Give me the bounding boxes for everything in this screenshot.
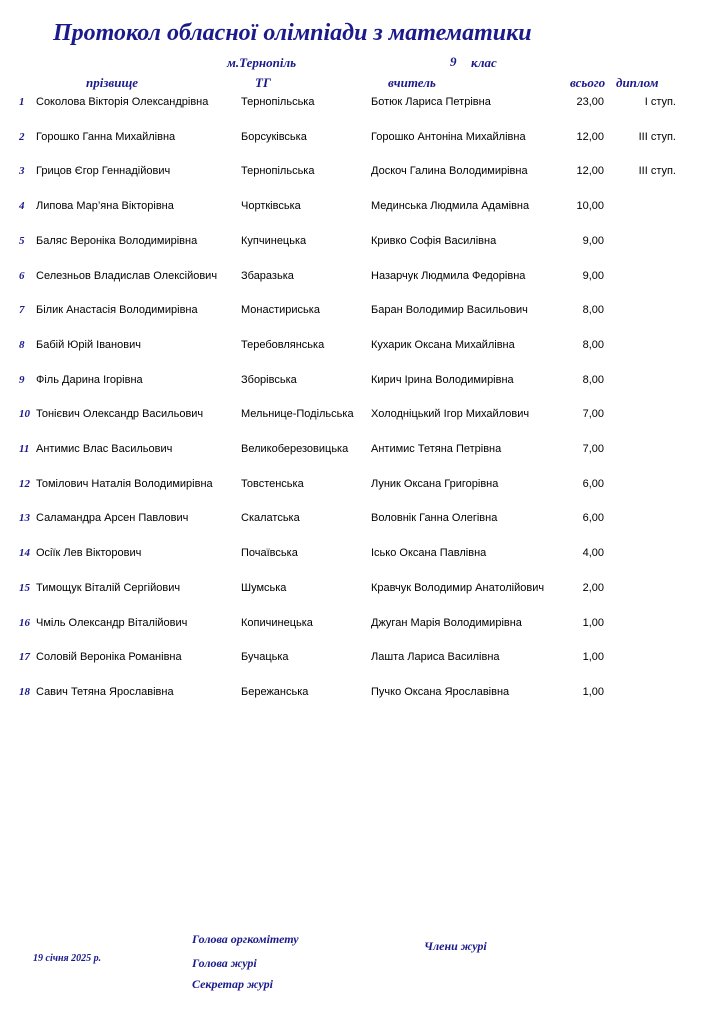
community-name: Бережанська (241, 685, 309, 698)
total-score: 1,00 (582, 685, 604, 698)
total-score: 9,00 (582, 269, 604, 282)
jury-secretary-label: Секретар журі (192, 977, 273, 991)
teacher-name: Доскоч Галина Володимирівна (371, 165, 528, 178)
teacher-name: Горошко Антоніна Михайлівна (371, 130, 526, 143)
table-row (0, 292, 724, 327)
row-number: 14 (19, 547, 30, 560)
column-header-diploma: диплом (616, 75, 659, 90)
row-number: 12 (19, 477, 30, 490)
row-number: 5 (19, 234, 25, 247)
row-number: 7 (19, 304, 25, 317)
table-row (0, 639, 724, 674)
community-name: Копичинецька (241, 616, 313, 629)
total-score: 6,00 (582, 477, 604, 490)
total-score: 23,00 (576, 96, 604, 108)
table-row (0, 327, 724, 362)
teacher-name: Мединська Людмила Адамівна (371, 200, 530, 213)
total-score: 7,00 (582, 443, 604, 455)
total-score: 12,00 (576, 165, 604, 178)
row-number: 1 (19, 96, 25, 108)
community-name: Купчинецька (241, 234, 307, 247)
row-number: 17 (19, 651, 30, 664)
teacher-name: Назарчук Людмила Федорівна (371, 269, 526, 282)
row-number: 8 (19, 338, 25, 351)
student-name: Осіїк Лев Вікторович (36, 547, 142, 560)
row-number: 10 (19, 408, 30, 421)
jury-members-label: Члени журі (424, 939, 487, 953)
student-name: Чміль Олександр Віталійович (36, 616, 188, 629)
page-title: Протокол обласної олімпіади з математики (53, 20, 532, 46)
row-number: 6 (19, 269, 25, 282)
teacher-name: Баран Володимир Васильович (371, 304, 528, 317)
column-header-surname: прізвище (86, 75, 139, 90)
student-name: Білик Анастасія Володимирівна (36, 304, 198, 317)
student-name: Грицов Єгор Геннадійович (36, 165, 171, 178)
teacher-name: Пучко Оксана Ярославівна (371, 685, 510, 698)
teacher-name: Кривко Софія Василівна (371, 234, 497, 247)
student-name: Селезньов Владислав Олексійович (36, 269, 218, 282)
teacher-name: Антимис Тетяна Петрівна (371, 443, 502, 455)
community-name: Чортківська (241, 200, 301, 213)
community-name: Борсуківська (241, 130, 307, 143)
total-score: 2,00 (582, 581, 604, 594)
column-header-total: всього (570, 75, 606, 90)
table-row (0, 362, 724, 397)
total-score: 8,00 (582, 304, 604, 317)
community-name: Тернопільська (241, 165, 315, 178)
grade-label: клас (471, 55, 497, 70)
diploma-degree: I ступ. (644, 96, 676, 108)
student-name: Соколова Вікторія Олександрівна (36, 96, 209, 108)
row-number: 3 (19, 165, 25, 178)
total-score: 1,00 (582, 651, 604, 664)
table-row (0, 396, 724, 431)
row-number: 16 (19, 616, 30, 629)
community-name: Бучацька (241, 651, 289, 664)
teacher-name: Лашта Лариса Василівна (371, 651, 500, 664)
student-name: Антимис Влас Васильович (36, 443, 173, 455)
student-name: Тонієвич Олександр Васильович (36, 408, 204, 421)
protocol-date: 19 січня 2025 р. (33, 953, 102, 964)
row-number: 9 (19, 373, 25, 386)
community-name: Великоберезовицька (241, 443, 349, 455)
total-score: 4,00 (582, 547, 604, 560)
community-name: Скалатська (241, 512, 300, 525)
table-row (0, 258, 724, 293)
diploma-degree: III ступ. (638, 165, 676, 178)
table-row (0, 605, 724, 640)
student-name: Баляс Вероніка Володимирівна (36, 234, 198, 247)
table-row (0, 535, 724, 570)
student-name: Липова Мар’яна Вікторівна (36, 200, 174, 213)
orgcommittee-head-label: Голова оргкомітету (192, 932, 299, 946)
row-number: 11 (19, 443, 30, 455)
community-name: Товстенська (241, 477, 304, 490)
teacher-name: Луник Оксана Григорівна (371, 477, 499, 490)
student-name: Тимощук Віталій Сергійович (36, 581, 181, 594)
community-name: Теребовлянська (241, 338, 325, 351)
diploma-degree: III ступ. (638, 130, 676, 143)
row-number: 2 (19, 130, 25, 143)
table-row (0, 188, 724, 223)
table-row (0, 119, 724, 154)
table-row (0, 153, 724, 188)
total-score: 10,00 (576, 200, 604, 213)
total-score: 6,00 (582, 512, 604, 525)
teacher-name: Джуган Марія Володимирівна (371, 616, 522, 629)
total-score: 8,00 (582, 338, 604, 351)
total-score: 1,00 (582, 616, 604, 629)
community-name: Монастириська (241, 304, 320, 317)
student-name: Горошко Ганна Михайлівна (36, 130, 176, 143)
community-name: Зборівська (241, 373, 297, 386)
teacher-name: Кирич Ірина Володимирівна (371, 373, 514, 386)
teacher-name: Воловнік Ганна Олегівна (371, 512, 498, 525)
row-number: 4 (19, 200, 25, 213)
table-row (0, 466, 724, 501)
teacher-name: Кухарик Оксана Михайлівна (371, 338, 515, 351)
table-row (0, 431, 724, 466)
table-row (0, 674, 724, 709)
table-row (0, 223, 724, 258)
student-name: Савич Тетяна Ярославівна (36, 685, 174, 698)
row-number: 15 (19, 581, 30, 594)
student-name: Томілович Наталія Володимирівна (36, 477, 213, 490)
student-name: Бабій Юрій Іванович (36, 338, 141, 351)
total-score: 7,00 (582, 408, 604, 421)
teacher-name: Кравчук Володимир Анатолійович (371, 581, 545, 594)
city-label: м.Тернопіль (227, 55, 297, 70)
community-name: Тернопільська (241, 96, 315, 108)
student-name: Філь Дарина Ігорівна (36, 373, 143, 386)
student-name: Саламандра Арсен Павлович (36, 512, 189, 525)
table-row (0, 84, 724, 119)
total-score: 9,00 (582, 234, 604, 247)
row-number: 18 (19, 685, 30, 698)
teacher-name: Холодніцький Ігор Михайлович (371, 408, 530, 421)
teacher-name: Ботюк Лариса Петрівна (371, 96, 491, 108)
community-name: Збаразька (241, 269, 294, 282)
total-score: 8,00 (582, 373, 604, 386)
table-row (0, 570, 724, 605)
column-header-tg: ТГ (255, 75, 271, 90)
student-name: Соловій Вероніка Романівна (36, 651, 182, 664)
community-name: Почаївська (241, 547, 298, 560)
jury-head-label: Голова журі (192, 956, 257, 970)
column-header-teacher: вчитель (388, 75, 436, 90)
grade-number: 9 (450, 54, 457, 69)
community-name: Шумська (241, 581, 287, 594)
teacher-name: Ісько Оксана Павлівна (371, 547, 487, 560)
table-row (0, 500, 724, 535)
total-score: 12,00 (576, 130, 604, 143)
row-number: 13 (19, 512, 30, 525)
community-name: Мельнице-Подільська (241, 408, 354, 421)
